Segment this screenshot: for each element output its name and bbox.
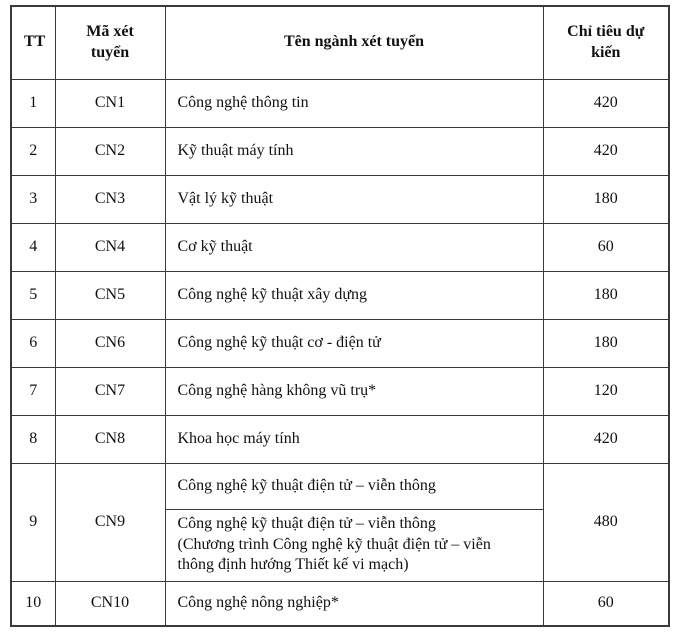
cell-name: Công nghệ nông nghiệp* (165, 581, 543, 626)
program-note: (Chương trình Công nghệ kỹ thuật điện tử – viễn thông định hướng Thiết kế vi mạch) (177, 535, 491, 574)
cell-code: CN9 (55, 463, 165, 581)
cell-quota: 180 (543, 175, 669, 223)
table-row (11, 79, 669, 127)
cell-quota: 420 (543, 415, 669, 463)
program-name: Công nghệ kỹ thuật điện tử – viễn thông (177, 514, 436, 532)
cell-code: CN7 (55, 367, 165, 415)
cell-name: Công nghệ thông tin (165, 79, 543, 127)
cell-quota: 60 (543, 581, 669, 626)
cell-tt: 3 (11, 175, 55, 223)
admissions-quota-table (10, 5, 670, 627)
header-code: Mã xét tuyển (55, 6, 165, 79)
cell-quota: 480 (543, 463, 669, 581)
cell-code: CN6 (55, 319, 165, 367)
cell-code: CN3 (55, 175, 165, 223)
table-row (11, 223, 669, 271)
header-row (11, 6, 669, 79)
cell-tt: 2 (11, 127, 55, 175)
cell-code: CN1 (55, 79, 165, 127)
header-quota: Chỉ tiêu dự kiến (543, 6, 669, 79)
cell-quota: 420 (543, 79, 669, 127)
cell-tt: 6 (11, 319, 55, 367)
header-tt: TT (11, 6, 55, 79)
table-row (11, 415, 669, 463)
cell-code: CN10 (55, 581, 165, 626)
cell-tt: 5 (11, 271, 55, 319)
table-row (11, 127, 669, 175)
cell-name: Công nghệ kỹ thuật điện tử – viễn thông (165, 463, 543, 509)
table-row (11, 581, 669, 626)
cell-name: Khoa học máy tính (165, 415, 543, 463)
cell-quota: 420 (543, 127, 669, 175)
cell-quota: 120 (543, 367, 669, 415)
table-row (11, 319, 669, 367)
cell-code: CN8 (55, 415, 165, 463)
cell-name: Công nghệ hàng không vũ trụ* (165, 367, 543, 415)
cell-quota: 180 (543, 319, 669, 367)
cell-quota: 60 (543, 223, 669, 271)
cell-name (165, 509, 543, 581)
cell-name: Công nghệ kỹ thuật xây dựng (165, 271, 543, 319)
table-row (11, 367, 669, 415)
cell-tt: 4 (11, 223, 55, 271)
header-name: Tên ngành xét tuyển (165, 6, 543, 79)
cell-tt: 7 (11, 367, 55, 415)
table-row-9-sub1 (11, 463, 669, 509)
cell-code: CN2 (55, 127, 165, 175)
cell-name: Kỹ thuật máy tính (165, 127, 543, 175)
cell-name: Cơ kỹ thuật (165, 223, 543, 271)
cell-name: Vật lý kỹ thuật (165, 175, 543, 223)
table-row (11, 175, 669, 223)
cell-quota: 180 (543, 271, 669, 319)
cell-name: Công nghệ kỹ thuật cơ - điện tử (165, 319, 543, 367)
cell-code: CN5 (55, 271, 165, 319)
table-row (11, 271, 669, 319)
cell-tt: 10 (11, 581, 55, 626)
cell-tt: 1 (11, 79, 55, 127)
cell-tt: 9 (11, 463, 55, 581)
cell-tt: 8 (11, 415, 55, 463)
cell-code: CN4 (55, 223, 165, 271)
